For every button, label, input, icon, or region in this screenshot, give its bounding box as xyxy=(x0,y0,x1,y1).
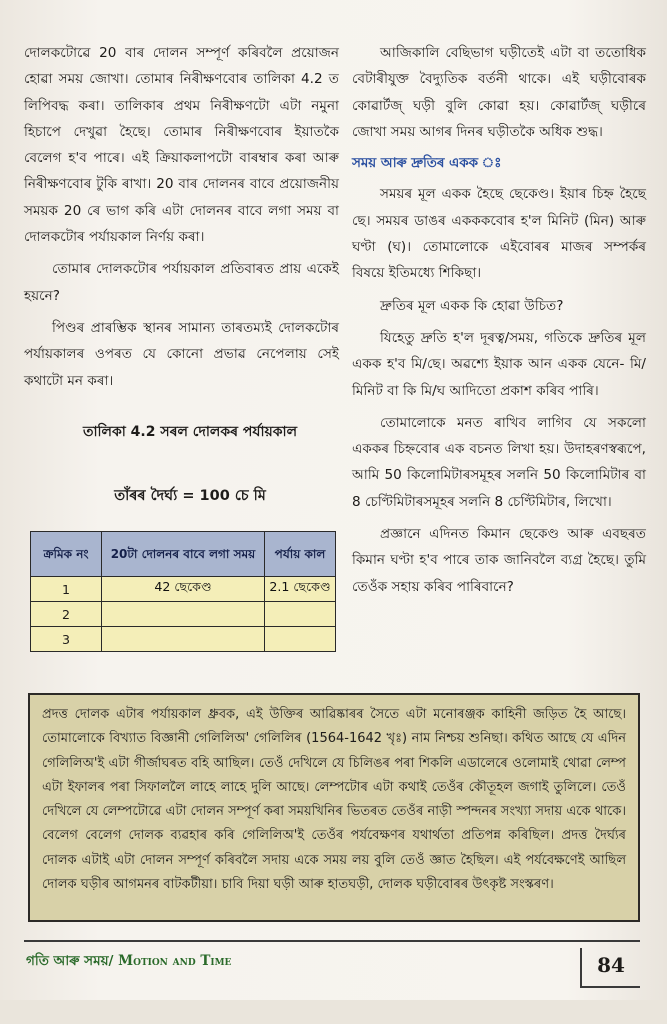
left-paragraph-3: পিণ্ডৰ প্ৰাৰম্ভিক স্থানৰ সামান্য তাৰতম্যই দোলকটোৰ পৰ্যায়কালৰ ওপৰত যে কোনো প্ৰভাৱ নেপেলায় সেই কথাটো মন কৰা। xyxy=(24,319,339,389)
table-cell xyxy=(102,627,265,652)
right-paragraph-1: আজিকালি বেছিভাগ ঘড়ীতেই এটা বা ততোধিক বেটাৰীযুক্ত বৈদ্যুতিক বৰ্তনী থাকে। এই ঘড়ীবোৰক কোৱাৰ্টজ্ ঘড়ী বুলি কোৱা হয়। কোৱাৰ্টজ্ ঘড়ীৰে জোখা সময় আগৰ দিনৰ ঘড়ীতকৈ অধিক শুদ্ধ। xyxy=(352,45,646,140)
left-column xyxy=(24,40,339,400)
right-paragraph-4: যিহেতু দ্ৰুতি হ'ল দূৰত্ব/সময়, গতিকে দ্ৰুতিৰ মূল একক হ'ব মি/ছে। অৱশ্যে ইয়াক আন একক যেনে- মি/মিনিট বা কি মি/ঘ আদিতো প্ৰকাশ কৰিব পাৰি। xyxy=(352,329,646,399)
table-cell: 2 xyxy=(31,602,102,627)
period-table xyxy=(30,531,336,652)
left-paragraph-2: তোমাৰ দোলকটোৰ পৰ্যায়কাল প্ৰতিবাৰত প্ৰায় একেই হয়নে? xyxy=(24,261,339,304)
footer-assamese: গতি আৰু সময়/ xyxy=(26,953,119,969)
table-cell xyxy=(264,627,335,652)
galileo-story-box xyxy=(28,693,640,922)
right-paragraph-2: সময়ৰ মূল একক হৈছে ছেকেণ্ড। ইয়াৰ চিহ্ন হৈছে ছে। সময়ৰ ডাঙৰ একককবোৰ হ'ল মিনিট (মিন) আৰু ঘণ্টা (ঘ)। তোমালোকে এইবোৰৰ মাজৰ সম্পৰ্কৰ বিষয়ে ইতিমধ্যে শিকিছা। xyxy=(352,186,646,282)
right-column xyxy=(352,40,646,606)
table-cell: 3 xyxy=(31,627,102,652)
header-period: পৰ্যায় কাল xyxy=(264,532,335,577)
table-cell: 1 xyxy=(31,577,102,602)
table-cell: 2.1 ছেকেণ্ড xyxy=(264,577,335,602)
footer-chapter-title xyxy=(26,950,231,973)
table-cell xyxy=(264,602,335,627)
right-paragraph-6: প্ৰজ্ঞানে এদিনত কিমান ছেকেণ্ড আৰু এবছৰত কিমান ঘণ্টা হ'ব পাৰে তাক জানিবলৈ ব্যগ্ৰ হৈছে। তুমি তেওঁক সহায় কৰিব পাৰিবানে? xyxy=(352,526,646,595)
header-time-20: 20টা দোলনৰ বাবে লগা সময় xyxy=(102,532,265,577)
table-cell: 42 ছেকেণ্ড xyxy=(102,577,265,602)
table-row xyxy=(31,577,336,602)
left-paragraph-1: দোলকটোৱে 20 বাৰ দোলন সম্পূৰ্ণ কৰিবলৈ প্ৰয়োজন হোৱা সময় জোখা। তোমাৰ নিৰীক্ষণবোৰ তালিকা 4.2 ত লিপিবদ্ধ কৰা। তালিকাৰ প্ৰথম নিৰীক্ষণটো এটা নমুনা হিচাপে দেখুৱা হৈছে। তোমাৰ নিৰীক্ষণবোৰ ইয়াতকৈ বেলেগ হ'ব পাৰে। এই ক্ৰিয়াকলাপটো বাৰম্বাৰ কৰা আৰু নিৰীক্ষণবোৰ টুকি ৰাখা। 20 বাৰ দোলনৰ বাবে প্ৰয়োজনীয় সময়ক 20 ৰে ভাগ কৰি এটা দোলনৰ বাবে লগা সময় বা দোলকটোৰ পৰ্যায়কাল নিৰ্ণয় কৰা। xyxy=(24,45,339,246)
table-caption: তালিকা 4.2 সৰল দোলকৰ পৰ্যায়কাল xyxy=(82,424,298,440)
header-serial: ক্ৰমিক নং xyxy=(31,532,102,577)
page-bottom-margin xyxy=(0,1000,667,1024)
right-paragraph-5: তোমালোকে মনত ৰাখিব লাগিব যে সকলো এককৰ চিহ্নবোৰ এক বচনত লিখা হয়। উদাহৰণস্বৰূপে, আমি 50 কিলোমিটাৰসমূহৰ সলনি 50 কিলোমিটাৰ বা 8 চেণ্টিমিটাৰসমূহৰ সলনি 8 চেণ্টিমিটাৰ, লিখো। xyxy=(352,414,646,510)
footer-divider xyxy=(24,940,640,942)
table-row xyxy=(31,602,336,627)
table-subtitle: তাঁৰৰ দৈৰ্ঘ্য = 100 চে মি xyxy=(114,488,266,504)
table-cell xyxy=(102,602,265,627)
table-row xyxy=(31,627,336,652)
box-text: প্ৰদত্ত দোলক এটাৰ পৰ্যায়কাল ধ্ৰুবক, এই উক্তিৰ আৱিষ্কাৰৰ সৈতে এটা মনোৰঞ্জক কাহিনী জড়িত হৈ আছে। তোমালোকে বিখ্যাত বিজ্ঞানী গেলিলিঅ' গেলিলিৰ (1564-1642 খৃঃ) নাম নিশ্চয় শুনিছা। কথিত আছে যে এদিন গেলিলিঅ'ই এটা গীৰ্জাঘৰত বহি আছিল। তেওঁ দেখিলে যে চিলিঙৰ পৰা শিকলি এডালেৰে ওলোমাই থোৱা লেম্প এটা ইফালৰ পৰা সিফাললৈ লাহে লাহে দুলি আছে। লেম্পটোৰ এটা কথাই তেওঁৰ কৌতূহল জগাই তুলিলে। তেওঁ দেখিলে যে লেম্পটোৱে এটা দোলন সম্পূৰ্ণ কৰা সময়খিনিৰ ভিতৰত তেওঁৰ নাড়ী স্পন্দনৰ সংখ্যা সদায় একে থাকে। বেলেগ বেলেগ দোলক ব্যৱহাৰ কৰি গেলিলিঅ'ই তেওঁৰ পৰ্যবেক্ষণৰ যথাৰ্থতা প্ৰতিপন্ন কৰিছিল। প্ৰদত্ত দৈৰ্ঘ্যৰ দোলক এটাই এটা দোলন সম্পূৰ্ণ কৰিবলৈ সদায় একে সময় লয় বুলি তেওঁ জ্ঞাত হৈছিল। এই পৰ্যবেক্ষণেই আছিল দোলক ঘড়ীৰ আগমনৰ বাটকটীয়া। চাবি দিয়া ঘড়ী আৰু হাতঘড়ী, দোলক ঘড়ীবোৰৰ উৎকৃষ্ট সংস্কৰণ। xyxy=(42,707,626,893)
right-paragraph-3: দ্ৰুতিৰ মূল একক কি হোৱা উচিত? xyxy=(380,297,564,314)
section-heading: সময় আৰু দ্ৰুতিৰ একক ঃ xyxy=(352,156,502,172)
table-header-row xyxy=(31,532,336,577)
footer-english: Motion and Time xyxy=(118,953,232,969)
page-number: 84 xyxy=(580,948,640,988)
